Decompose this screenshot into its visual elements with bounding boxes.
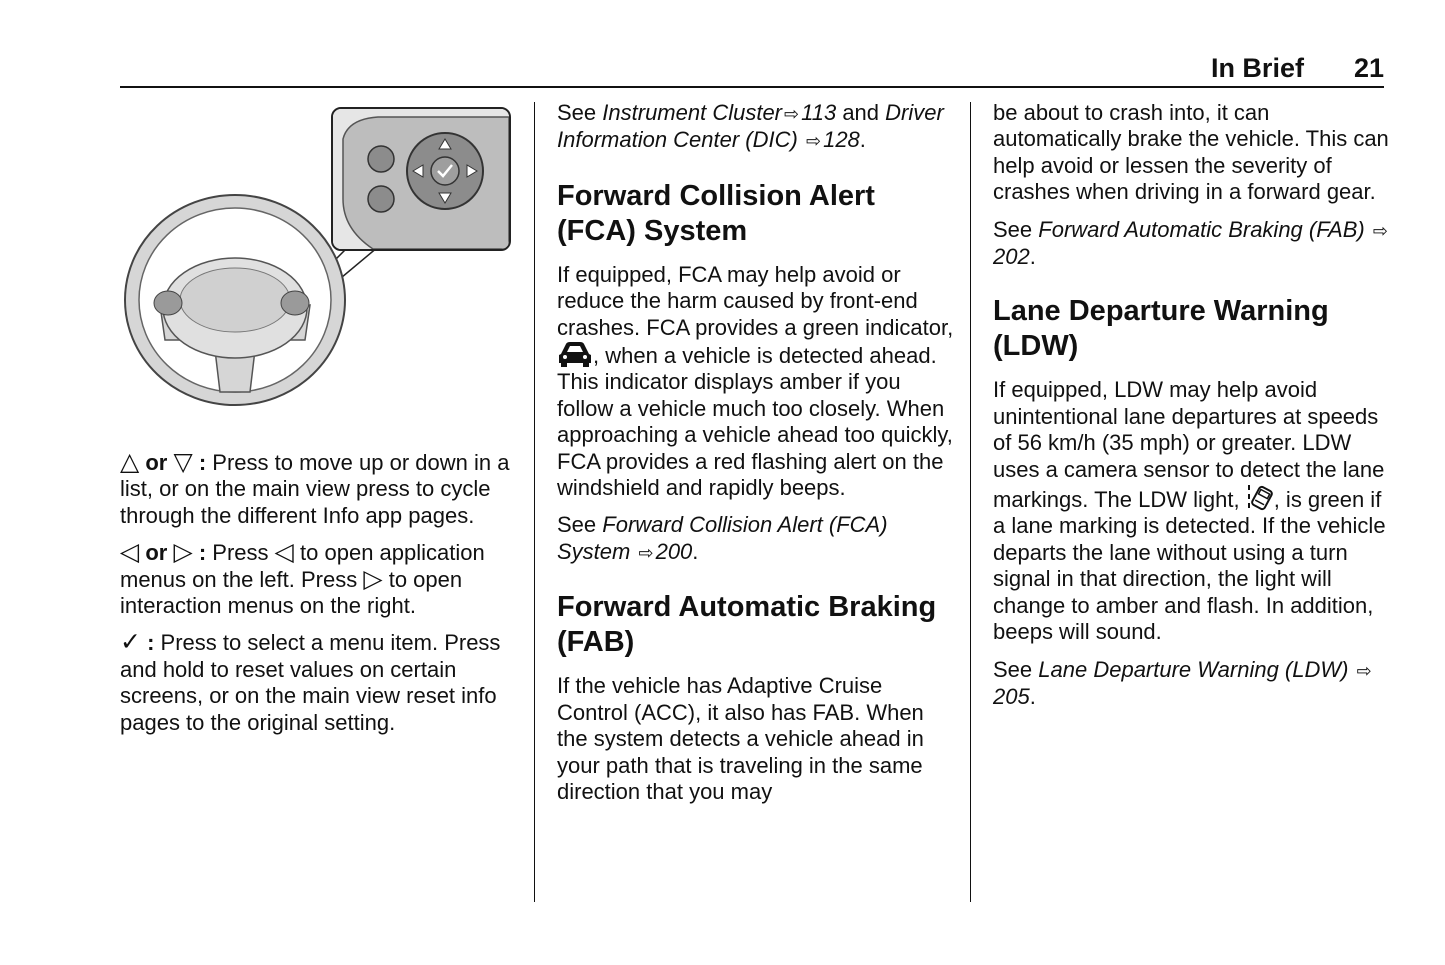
see-ldw-paragraph: See Lane Departure Warning (LDW) ⇨205.: [993, 656, 1372, 709]
page-arrow-icon: ⇨: [638, 542, 654, 563]
see-fca-paragraph: See Forward Collision Alert (FCA) System ⇨200.: [557, 512, 957, 566]
left-triangle-icon: ◁: [274, 538, 294, 567]
vehicle-ahead-indicator-icon: [557, 341, 593, 367]
control-closeup-inset: [331, 107, 511, 251]
page-header: [120, 52, 1384, 88]
lane-departure-indicator-icon: [1246, 483, 1274, 513]
cross-reference-link[interactable]: Lane Departure Warning (LDW): [1038, 656, 1349, 682]
cross-reference-link[interactable]: Forward Automatic Braking (FAB): [1038, 216, 1365, 242]
column-3: [993, 100, 1393, 721]
page-arrow-icon: ⇨: [784, 104, 800, 124]
see-fab-paragraph: See Forward Automatic Braking (FAB) ⇨202.: [993, 216, 1388, 270]
left-right-paragraph: ◁ or ▷ : Press ◁ to open application menus on the left. Press ▷ to open interaction menus on the right.: [120, 538, 485, 619]
left-triangle-icon: ◁: [120, 538, 140, 567]
see-cluster-paragraph: See Instrument Cluster ⇨113 and Driver Information Center (DIC) ⇨128.: [557, 100, 957, 155]
column-divider-2: [970, 102, 971, 902]
fab-continued: be about to crash into, it can automatically brake the vehicle. This can help avoid or lessen the severity of crashes when driving in a forward gear.: [993, 100, 1389, 205]
up-triangle-icon: △: [120, 448, 140, 476]
column-2: [557, 100, 957, 816]
fca-body: If equipped, FCA may help avoid or reduce the harm caused by front-end crashes. FCA provides a green indicator, , when a vehicle is detected ahead. This indicator displays amber if you follow a vehicle much too closely. When approaching a vehicle ahead too quickly, FCA provides a red flashing alert on the windshield and rapidly beeps.: [557, 261, 954, 501]
cross-reference-link[interactable]: Forward Collision Alert (FCA) System: [557, 512, 888, 564]
checkmark-icon: ✓: [120, 628, 141, 657]
section-title: In Brief: [1210, 53, 1304, 83]
right-triangle-icon: ▷: [363, 564, 383, 593]
cross-reference-link[interactable]: Driver Information Center (DIC): [557, 100, 944, 153]
down-triangle-icon: ▽: [173, 448, 193, 476]
cross-reference-link[interactable]: Instrument Cluster: [602, 100, 783, 125]
right-triangle-icon: ▷: [173, 538, 193, 567]
page-number: 21: [1353, 53, 1384, 83]
control-pad-icon: [333, 109, 509, 249]
page-arrow-icon: ⇨: [1372, 220, 1388, 241]
steering-wheel-illustration: [120, 100, 515, 420]
column-1: [120, 100, 515, 747]
up-down-paragraph: △ or ▽ : Press to move up or down in a list, or on the main view press to cycle through the different Info app pages.: [120, 448, 510, 528]
page-arrow-icon: ⇨: [805, 131, 822, 152]
ldw-body: If equipped, LDW may help avoid unintentional lane departures at speeds of 56 km/h (35 mph) or greater. LDW uses a camera sensor to detect the lane markings. The LDW light, , is green if a lane marking is detected. If the vehicle departs the lane without using a turn signal in that direction, the light will change to amber and flash. In addition, beeps will sound.: [993, 377, 1386, 645]
fab-heading: Forward Automatic Braking (FAB): [557, 591, 937, 659]
check-paragraph: ✓ : Press to select a menu item. Press and hold to reset values on certain screens, or on the main view reset info pages to the original setting.: [120, 628, 501, 735]
fca-heading: Forward Collision Alert (FCA) System: [557, 179, 875, 247]
column-divider-1: [534, 102, 535, 902]
fab-body: If the vehicle has Adaptive Cruise Control (ACC), it also has FAB. When the system detects a vehicle ahead in your path that is traveling in the same direction that you may: [557, 673, 924, 804]
ldw-heading: Lane Departure Warning (LDW): [993, 295, 1329, 363]
page-arrow-icon: ⇨: [1356, 660, 1372, 681]
